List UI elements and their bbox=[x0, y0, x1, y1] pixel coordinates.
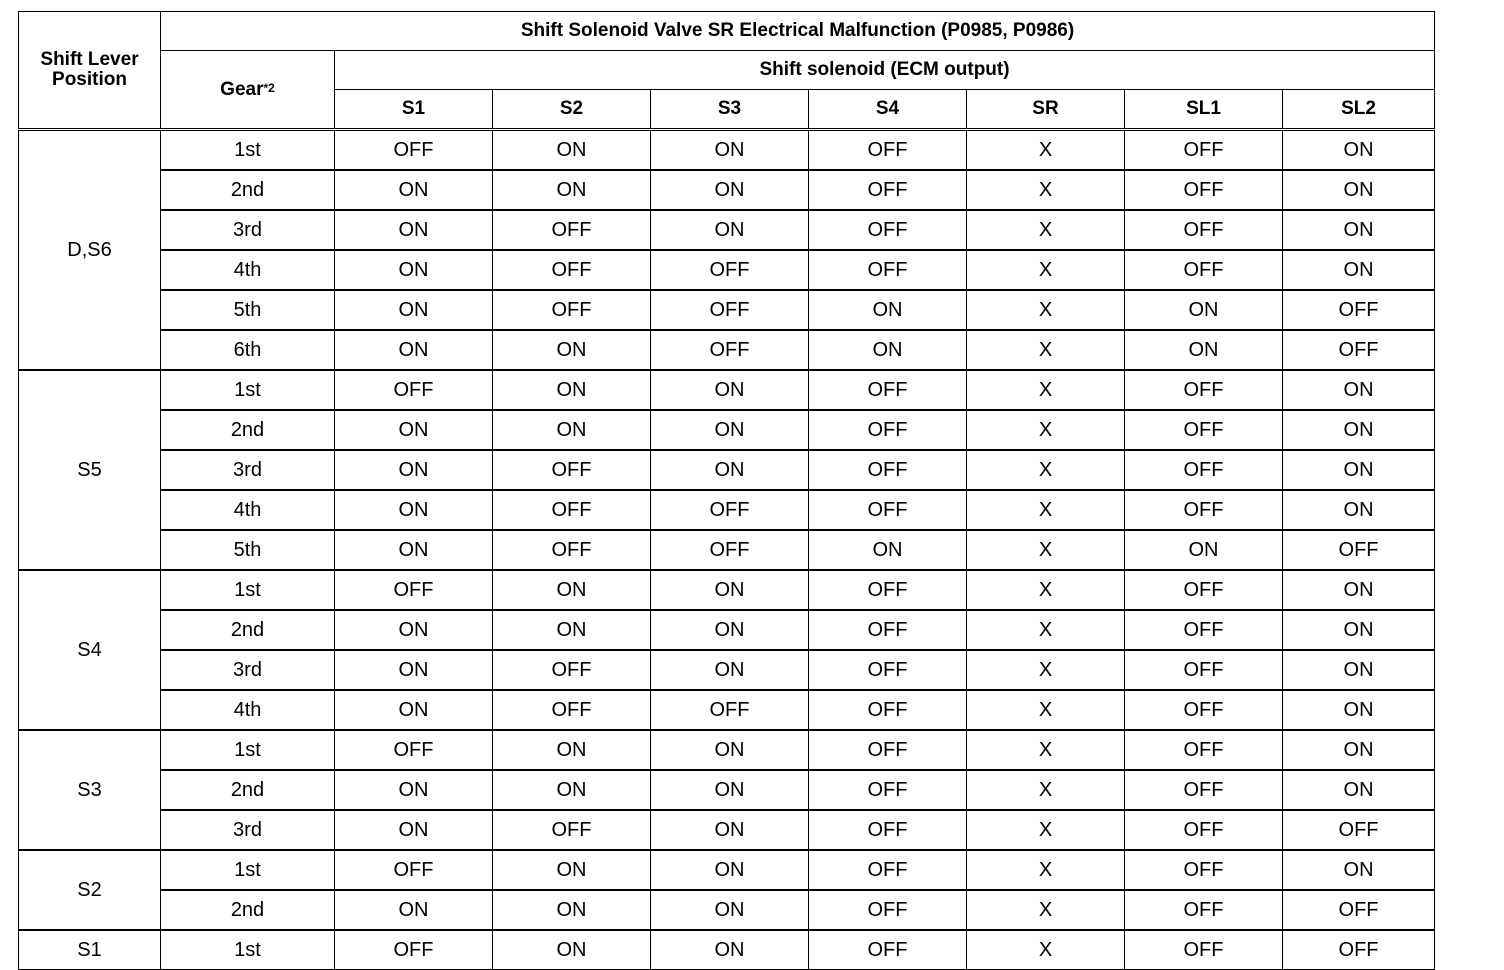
solenoid-state-cell: ON bbox=[1283, 850, 1435, 890]
table-row bbox=[19, 170, 1435, 210]
solenoid-state-cell: OFF bbox=[1283, 330, 1435, 370]
table-row bbox=[19, 610, 1435, 650]
solenoid-state-cell: ON bbox=[493, 730, 651, 770]
solenoid-state-cell: X bbox=[967, 890, 1125, 930]
solenoid-state-cell: OFF bbox=[1125, 890, 1283, 930]
solenoid-state-cell: ON bbox=[335, 690, 493, 730]
solenoid-state-cell: X bbox=[967, 170, 1125, 210]
solenoid-state-cell: OFF bbox=[1125, 210, 1283, 250]
solenoid-state-cell: X bbox=[967, 930, 1125, 970]
gear-cell: 1st bbox=[161, 570, 335, 610]
table-row bbox=[19, 250, 1435, 290]
solenoid-state-cell: ON bbox=[493, 370, 651, 410]
shift-lever-position-cell: S1 bbox=[19, 930, 161, 970]
solenoid-state-cell: ON bbox=[493, 330, 651, 370]
gear-cell: 2nd bbox=[161, 610, 335, 650]
solenoid-state-cell: ON bbox=[651, 890, 809, 930]
solenoid-state-cell: X bbox=[967, 810, 1125, 850]
solenoid-state-cell: X bbox=[967, 610, 1125, 650]
solenoid-state-cell: ON bbox=[1283, 410, 1435, 450]
solenoid-state-cell: ON bbox=[1283, 130, 1435, 171]
solenoid-state-cell: X bbox=[967, 210, 1125, 250]
solenoid-state-cell: ON bbox=[335, 650, 493, 690]
solenoid-state-cell: X bbox=[967, 570, 1125, 610]
solenoid-state-cell: ON bbox=[335, 610, 493, 650]
solenoid-state-cell: OFF bbox=[1125, 690, 1283, 730]
solenoid-state-cell: ON bbox=[809, 290, 967, 330]
solenoid-state-cell: OFF bbox=[493, 530, 651, 570]
solenoid-state-cell: OFF bbox=[493, 250, 651, 290]
solenoid-state-cell: OFF bbox=[335, 130, 493, 171]
solenoid-state-cell: OFF bbox=[651, 490, 809, 530]
table-row bbox=[19, 530, 1435, 570]
table-row bbox=[19, 410, 1435, 450]
solenoid-state-cell: OFF bbox=[809, 370, 967, 410]
solenoid-state-cell: X bbox=[967, 450, 1125, 490]
gear-cell: 2nd bbox=[161, 170, 335, 210]
solenoid-state-cell: OFF bbox=[493, 690, 651, 730]
gear-cell: 5th bbox=[161, 530, 335, 570]
solenoid-state-cell: OFF bbox=[493, 650, 651, 690]
solenoid-state-cell: ON bbox=[651, 850, 809, 890]
solenoid-state-cell: ON bbox=[1283, 170, 1435, 210]
solenoid-state-cell: OFF bbox=[493, 210, 651, 250]
gear-cell: 6th bbox=[161, 330, 335, 370]
solenoid-state-cell: OFF bbox=[651, 690, 809, 730]
solenoid-state-cell: OFF bbox=[335, 730, 493, 770]
solenoid-state-cell: OFF bbox=[1125, 570, 1283, 610]
solenoid-state-cell: ON bbox=[651, 810, 809, 850]
solenoid-state-cell: OFF bbox=[1125, 170, 1283, 210]
table-title: Shift Solenoid Valve SR Electrical Malfunction (P0985, P0986) bbox=[161, 12, 1435, 51]
solenoid-state-cell: OFF bbox=[1283, 290, 1435, 330]
solenoid-state-cell: X bbox=[967, 730, 1125, 770]
solenoid-state-cell: ON bbox=[651, 130, 809, 171]
gear-cell: 4th bbox=[161, 690, 335, 730]
solenoid-state-cell: ON bbox=[493, 890, 651, 930]
gear-label: Gear bbox=[220, 78, 264, 100]
solenoid-state-cell: ON bbox=[651, 450, 809, 490]
gear-cell: 2nd bbox=[161, 410, 335, 450]
solenoid-state-cell: ON bbox=[493, 770, 651, 810]
solenoid-state-cell: ON bbox=[1125, 290, 1283, 330]
shift-lever-position-cell: S5 bbox=[19, 370, 161, 570]
table-row bbox=[19, 930, 1435, 970]
column-header-s2: S2 bbox=[493, 90, 651, 130]
solenoid-state-cell: ON bbox=[651, 930, 809, 970]
solenoid-state-cell: OFF bbox=[1125, 610, 1283, 650]
solenoid-state-cell: X bbox=[967, 370, 1125, 410]
solenoid-state-cell: ON bbox=[493, 850, 651, 890]
solenoid-state-cell: ON bbox=[651, 610, 809, 650]
solenoid-state-cell: OFF bbox=[335, 850, 493, 890]
column-header-s4: S4 bbox=[809, 90, 967, 130]
solenoid-state-cell: ON bbox=[335, 410, 493, 450]
gear-cell: 3rd bbox=[161, 650, 335, 690]
solenoid-state-cell: ON bbox=[1125, 530, 1283, 570]
solenoid-state-cell: ON bbox=[335, 890, 493, 930]
solenoid-state-cell: OFF bbox=[809, 770, 967, 810]
solenoid-state-cell: OFF bbox=[651, 290, 809, 330]
solenoid-state-cell: ON bbox=[1283, 210, 1435, 250]
gear-footnote-marker: *2 bbox=[263, 80, 275, 95]
shift-solenoid-header: Shift solenoid (ECM output) bbox=[335, 51, 1435, 90]
gear-cell: 2nd bbox=[161, 770, 335, 810]
solenoid-state-cell: ON bbox=[493, 610, 651, 650]
solenoid-state-cell: X bbox=[967, 650, 1125, 690]
column-header-s3: S3 bbox=[651, 90, 809, 130]
solenoid-state-cell: X bbox=[967, 850, 1125, 890]
shift-lever-position-cell: S2 bbox=[19, 850, 161, 930]
solenoid-state-cell: ON bbox=[1283, 250, 1435, 290]
solenoid-state-cell: OFF bbox=[809, 610, 967, 650]
solenoid-state-cell: OFF bbox=[651, 330, 809, 370]
solenoid-state-cell: OFF bbox=[1283, 930, 1435, 970]
solenoid-state-cell: ON bbox=[651, 730, 809, 770]
table-row bbox=[19, 330, 1435, 370]
solenoid-state-cell: OFF bbox=[809, 130, 967, 171]
solenoid-state-cell: OFF bbox=[1125, 810, 1283, 850]
shift-lever-position-cell: D,S6 bbox=[19, 130, 161, 371]
column-header-sl1: SL1 bbox=[1125, 90, 1283, 130]
shift-lever-label-line1: Shift Lever bbox=[40, 49, 139, 70]
solenoid-state-cell: ON bbox=[493, 170, 651, 210]
gear-cell: 4th bbox=[161, 490, 335, 530]
solenoid-state-cell: X bbox=[967, 290, 1125, 330]
solenoid-state-cell: ON bbox=[335, 770, 493, 810]
gear-cell: 3rd bbox=[161, 450, 335, 490]
solenoid-state-cell: X bbox=[967, 490, 1125, 530]
solenoid-state-cell: ON bbox=[809, 330, 967, 370]
gear-cell: 5th bbox=[161, 290, 335, 330]
solenoid-state-cell: OFF bbox=[809, 570, 967, 610]
table-row bbox=[19, 450, 1435, 490]
solenoid-state-cell: OFF bbox=[1125, 450, 1283, 490]
solenoid-state-cell: ON bbox=[335, 250, 493, 290]
solenoid-state-cell: OFF bbox=[1125, 130, 1283, 171]
solenoid-state-cell: X bbox=[967, 410, 1125, 450]
solenoid-state-cell: OFF bbox=[809, 690, 967, 730]
table-row bbox=[19, 770, 1435, 810]
solenoid-state-cell: ON bbox=[335, 330, 493, 370]
solenoid-state-cell: ON bbox=[493, 570, 651, 610]
shift-lever-label-line2: Position bbox=[52, 69, 127, 90]
solenoid-table bbox=[18, 11, 1435, 970]
solenoid-state-cell: ON bbox=[335, 170, 493, 210]
solenoid-state-cell: OFF bbox=[809, 450, 967, 490]
gear-cell: 1st bbox=[161, 850, 335, 890]
solenoid-state-cell: ON bbox=[493, 930, 651, 970]
solenoid-state-cell: ON bbox=[335, 210, 493, 250]
solenoid-state-cell: OFF bbox=[1125, 490, 1283, 530]
solenoid-state-cell: X bbox=[967, 130, 1125, 171]
solenoid-state-cell: ON bbox=[493, 130, 651, 171]
solenoid-state-cell: ON bbox=[651, 410, 809, 450]
solenoid-state-cell: OFF bbox=[1125, 770, 1283, 810]
gear-cell: 1st bbox=[161, 930, 335, 970]
solenoid-state-cell: X bbox=[967, 250, 1125, 290]
column-header-sr: SR bbox=[967, 90, 1125, 130]
solenoid-state-cell: OFF bbox=[809, 170, 967, 210]
gear-cell: 1st bbox=[161, 730, 335, 770]
table-row bbox=[19, 690, 1435, 730]
solenoid-state-cell: ON bbox=[493, 410, 651, 450]
solenoid-state-cell: OFF bbox=[493, 450, 651, 490]
gear-cell: 3rd bbox=[161, 210, 335, 250]
solenoid-state-cell: ON bbox=[335, 290, 493, 330]
solenoid-state-cell: ON bbox=[1125, 330, 1283, 370]
solenoid-state-cell: OFF bbox=[809, 410, 967, 450]
table-body bbox=[19, 130, 1435, 970]
solenoid-state-cell: OFF bbox=[809, 210, 967, 250]
solenoid-state-cell: OFF bbox=[809, 250, 967, 290]
solenoid-state-cell: OFF bbox=[809, 490, 967, 530]
column-header-s1: S1 bbox=[335, 90, 493, 130]
table-row bbox=[19, 890, 1435, 930]
solenoid-state-cell: X bbox=[967, 530, 1125, 570]
solenoid-state-cell: OFF bbox=[809, 650, 967, 690]
table-row bbox=[19, 370, 1435, 410]
solenoid-state-cell: ON bbox=[809, 530, 967, 570]
solenoid-state-cell: ON bbox=[1283, 690, 1435, 730]
table-row bbox=[19, 810, 1435, 850]
table-row bbox=[19, 290, 1435, 330]
solenoid-state-cell: X bbox=[967, 770, 1125, 810]
solenoid-state-cell: OFF bbox=[335, 370, 493, 410]
column-header-sl2: SL2 bbox=[1283, 90, 1435, 130]
solenoid-state-cell: OFF bbox=[493, 810, 651, 850]
solenoid-state-cell: ON bbox=[1283, 610, 1435, 650]
gear-cell: 1st bbox=[161, 370, 335, 410]
gear-cell: 2nd bbox=[161, 890, 335, 930]
solenoid-state-cell: OFF bbox=[335, 930, 493, 970]
table-row bbox=[19, 130, 1435, 171]
shift-lever-position-cell: S4 bbox=[19, 570, 161, 730]
solenoid-state-cell: OFF bbox=[1283, 810, 1435, 850]
solenoid-state-cell: ON bbox=[651, 770, 809, 810]
shift-lever-position-header bbox=[19, 12, 161, 130]
solenoid-state-cell: ON bbox=[335, 450, 493, 490]
table-row bbox=[19, 650, 1435, 690]
solenoid-state-cell: ON bbox=[1283, 730, 1435, 770]
solenoid-state-cell: ON bbox=[1283, 570, 1435, 610]
table-row bbox=[19, 850, 1435, 890]
gear-cell: 1st bbox=[161, 130, 335, 171]
solenoid-state-cell: ON bbox=[651, 170, 809, 210]
shift-lever-position-cell: S3 bbox=[19, 730, 161, 850]
solenoid-state-cell: OFF bbox=[1125, 650, 1283, 690]
solenoid-state-cell: ON bbox=[1283, 450, 1435, 490]
solenoid-state-cell: OFF bbox=[1125, 930, 1283, 970]
solenoid-state-cell: ON bbox=[335, 530, 493, 570]
solenoid-state-cell: ON bbox=[651, 210, 809, 250]
solenoid-state-cell: ON bbox=[651, 370, 809, 410]
gear-header bbox=[161, 51, 335, 130]
solenoid-state-cell: OFF bbox=[809, 850, 967, 890]
solenoid-state-cell: OFF bbox=[1125, 730, 1283, 770]
solenoid-state-cell: OFF bbox=[809, 930, 967, 970]
solenoid-state-cell: OFF bbox=[651, 530, 809, 570]
solenoid-state-cell: ON bbox=[1283, 490, 1435, 530]
solenoid-state-cell: OFF bbox=[1283, 530, 1435, 570]
solenoid-state-cell: ON bbox=[335, 810, 493, 850]
solenoid-state-cell: ON bbox=[335, 490, 493, 530]
solenoid-state-cell: OFF bbox=[1125, 410, 1283, 450]
table-row bbox=[19, 730, 1435, 770]
solenoid-state-cell: OFF bbox=[809, 810, 967, 850]
solenoid-state-cell: OFF bbox=[493, 490, 651, 530]
solenoid-state-cell: OFF bbox=[1125, 250, 1283, 290]
solenoid-state-cell: OFF bbox=[809, 890, 967, 930]
solenoid-state-cell: OFF bbox=[651, 250, 809, 290]
gear-cell: 3rd bbox=[161, 810, 335, 850]
gear-cell: 4th bbox=[161, 250, 335, 290]
solenoid-state-cell: OFF bbox=[1283, 890, 1435, 930]
solenoid-state-cell: OFF bbox=[809, 730, 967, 770]
solenoid-state-cell: ON bbox=[1283, 370, 1435, 410]
solenoid-state-cell: X bbox=[967, 330, 1125, 370]
solenoid-state-cell: ON bbox=[651, 570, 809, 610]
solenoid-state-cell: OFF bbox=[335, 570, 493, 610]
solenoid-state-cell: OFF bbox=[1125, 370, 1283, 410]
solenoid-state-cell: ON bbox=[1283, 650, 1435, 690]
solenoid-state-cell: OFF bbox=[1125, 850, 1283, 890]
table-row bbox=[19, 570, 1435, 610]
solenoid-state-cell: X bbox=[967, 690, 1125, 730]
solenoid-state-cell: OFF bbox=[493, 290, 651, 330]
table-row bbox=[19, 490, 1435, 530]
solenoid-state-cell: ON bbox=[1283, 770, 1435, 810]
solenoid-state-cell: ON bbox=[651, 650, 809, 690]
table-row bbox=[19, 210, 1435, 250]
